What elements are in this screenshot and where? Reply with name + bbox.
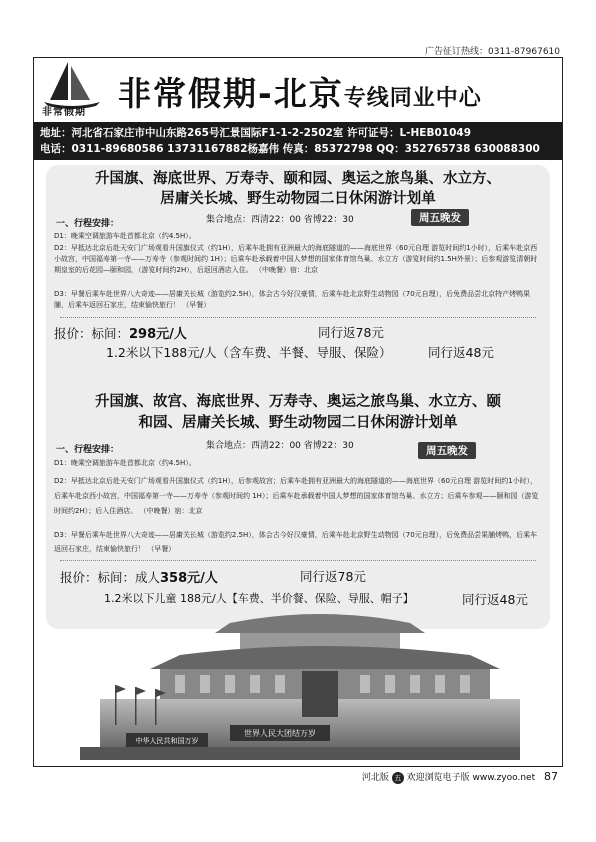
banner-main: 世界人民大团结万岁 — [244, 729, 316, 738]
child-price: 1.2米以下188元/人（含车费、半餐、导服、保险） — [106, 345, 392, 360]
contact-address: 地址：河北省石家庄市中山东路265号汇景国际F1-1-2-2502室 许可证号：L-HEB01049 — [40, 127, 472, 139]
footer-text: 欢迎浏览电子版 www.zyoo.net — [406, 773, 536, 783]
child-price: 1.2米以下儿童 188元/人【车费、半价餐、保险、导服、帽子】 — [104, 592, 414, 605]
rebate-main: 同行返78元 — [318, 325, 384, 340]
divider — [60, 560, 536, 561]
brand-sub: 专线同业中心 — [343, 86, 482, 111]
divider — [60, 317, 536, 318]
day-2: D2：早抵达北京后赴天安门广场观看升国旗仪式（约1H），后参观故宫；后乘车赴拥有亚洲最大的海底隧道的——海底世界（60元自理 游览时间约1小时），后乘车赴京西小故宫，中国福寿第一寺——万寿寺（参观时间约 1H）；后乘车赴承载着中国人梦想的国家体育馆鸟巢、水立方；后乘车参观——颐和园（游览时间约2H）；后入住酒店。 （中晚餐）宿：北京 — [54, 477, 539, 515]
tour-title-line1: 升国旗、故宫、海底世界、万寿寺、奥运之旅鸟巢、水立方、颐 — [95, 394, 501, 410]
rebate-child: 同行返48元 — [428, 345, 494, 360]
tour-title-line2: 居庸关长城、野生动物园二日休闲游计划单 — [160, 191, 436, 207]
footer-region: 河北版 — [361, 773, 389, 783]
price-main: 298元/人 — [129, 327, 187, 342]
contact-bar — [34, 122, 562, 160]
departure-tag: 周五晚发 — [418, 442, 476, 459]
meeting-point: 集合地点：西清22：00 省博22：30 — [206, 215, 354, 225]
banner-left: 中华人民共和国万岁 — [135, 737, 199, 745]
day-3: D3：早餐后乘车赴世界八大奇迹——居庸关长城（游览约2.5H），体会古今好汉豪情，后乘车赴北京野生动物园（70元自理），后免费品尝果脯烤鸭，后乘车返回石家庄，结束愉快旅行！ （早餐） — [54, 531, 538, 553]
page-number: 87 — [544, 770, 558, 783]
price-label: 报价：标间： — [54, 326, 130, 341]
tour-card-1 — [46, 165, 550, 421]
schedule-heading: 一、行程安排： — [56, 445, 120, 455]
price-label: 报价：标间：成人 — [60, 570, 161, 585]
day-3: D3：早餐后乘车赴世界八大奇迹——居庸关长城（游览约2.5H），体会古今好汉豪情，后乘车赴北京野生动物园（70元自理），后免费品尝北京特产烤鸭果脯，后乘车返回石家庄，结束愉快旅行！ （早餐） — [54, 290, 531, 309]
price-main: 358元/人 — [160, 571, 218, 586]
rebate-main: 同行返78元 — [300, 569, 366, 584]
tiananmen-photo — [80, 575, 520, 760]
meeting-point: 集合地点：西清22：00 省博22：30 — [206, 441, 354, 451]
day-1: D1：晚乘空调旅游车赴首都北京（约4.5H）。 — [54, 232, 196, 240]
ad-header — [34, 58, 562, 122]
brand-title — [118, 68, 482, 115]
contact-phone: 电话：0311-89680586 13731167882杨嘉伟 传真：85372798 QQ：352765738 630088300 — [40, 143, 540, 155]
tour-title-line1: 升国旗、海底世界、万寿寺、颐和园、奥运之旅鸟巢、水立方、 — [95, 171, 501, 187]
departure-tag: 周五晚发 — [411, 209, 469, 226]
day-2: D2：早抵达北京后赴天安门广场观看升国旗仪式（约1H），后乘车赴拥有亚洲最大的海底隧道的——海底世界（60元自理 游览时间约1小时），后乘车赴京西小故宫，中国福寿第一寺——万寿寺（参观时间约 1H）；后乘车赴承载着中国人梦想的国家体育馆鸟巢、水立方（游览时间约1.5H外景）；后参观游览清朝时期皇室的后花园—颐和园，（游览时间约2H），后返回酒店入住。 （中晚餐）宿：北京 — [54, 244, 538, 274]
page-footer — [362, 770, 558, 784]
ad-hotline: 广告征订热线：0311-87967610 — [425, 47, 560, 57]
logo-text: 非常假期 — [42, 107, 86, 118]
brand-main: 非常假期-北京 — [118, 74, 344, 113]
schedule-heading: 一、行程安排： — [56, 219, 120, 229]
tour-title-line2: 和园、居庸关长城、野生动物园二日休闲游计划单 — [138, 415, 458, 431]
day-1: D1：晚乘空调旅游车赴首都北京（约4.5H）。 — [54, 459, 196, 467]
price-row — [54, 323, 187, 342]
rebate-child: 同行返48元 — [462, 592, 528, 607]
issue-badge: 五 — [392, 772, 404, 784]
